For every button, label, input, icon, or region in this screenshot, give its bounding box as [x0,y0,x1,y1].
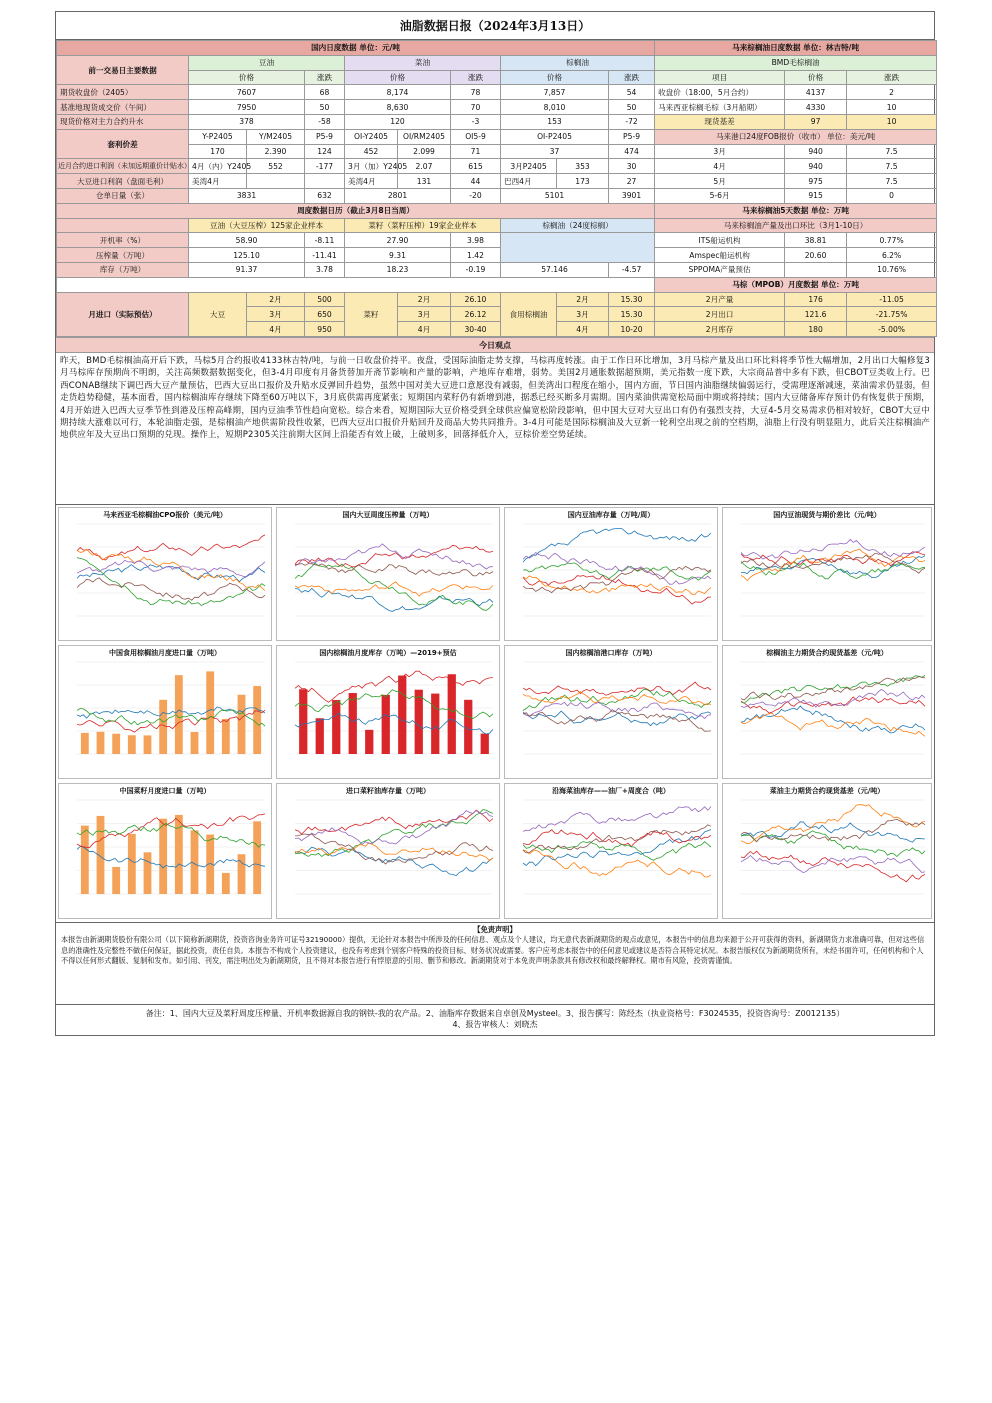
bar [97,732,105,754]
cell: 1.42 [451,248,501,263]
chart-6 [276,645,500,779]
chart-plot [723,784,931,918]
chart-2 [276,507,500,641]
cell: 124 [305,144,345,159]
rape-header: 菜油 [345,55,501,70]
chart-12 [722,783,932,919]
cell: 131 [398,174,451,189]
bar [349,693,357,754]
cell: 632 [305,188,345,203]
malaysia-sub: 马来棕榈油产量及出口环比（3月1-10日） [655,218,937,233]
row-operating [57,233,937,248]
series-line [77,558,265,606]
bar [365,730,373,754]
cell: 30 [609,159,655,174]
row-warehouse [57,188,937,203]
cell: Y-P2405 [189,129,247,144]
cell: 8,010 [501,100,609,115]
chart-title: 马来西亚毛棕榈油CPO报价（美元/吨） [103,510,227,519]
bar [253,686,261,754]
cell: P5-9 [305,129,345,144]
cell: 4330 [785,100,847,115]
bar [382,695,390,754]
cell: 170 [189,144,247,159]
malaysia-5day-header: 马来棕榈油5天数据 单位：万吨 [655,203,937,218]
cell: 4月 [557,322,609,337]
cell: 7950 [189,100,305,115]
cell: -20 [451,188,501,203]
cell: 大豆进口利润（盘面毛利） [57,174,189,189]
cell: 58.90 [189,233,305,248]
cell: 3月 [557,307,609,322]
chart-plot [277,646,499,778]
cell: 2 [847,85,937,100]
cell: 552 [247,159,305,174]
chart-title: 国内棕榈油港口库存（万吨） [565,648,657,657]
series-line [741,552,925,566]
bar [112,867,120,894]
chart-11 [504,783,718,919]
cell: 120 [345,114,451,129]
chart-plot [723,508,931,640]
row-crush [57,248,937,263]
cell: 2月库存 [655,322,785,337]
series-line [523,825,711,853]
cell: 71 [451,144,501,159]
chart-title: 棕榈油主力期货合约现货基差（元/吨） [766,648,888,657]
bmd-price-h: 价格 [785,70,847,85]
bar [415,690,423,754]
bar [253,821,261,894]
cell: 180 [785,322,847,337]
chart-plot [505,784,717,918]
series-line [77,578,265,600]
cell: 2.390 [247,144,305,159]
cell: 马来西亚棕榈毛棕（3月船期） [655,100,785,115]
chart-plot [59,646,271,778]
cell: 18.23 [345,262,451,277]
soy-price-h: 价格 [189,70,305,85]
cell: OI-Y2405 [345,129,398,144]
series-line [295,810,493,844]
cell: 9.31 [345,248,451,263]
cell: 10-20 [609,322,655,337]
note-line-1: 备注：1、国内大豆及菜籽周度压榨量、开机率数据源自我的钢铁-我的农产品。2、油脂库存数据来自卓创及Mysteel。3、报告撰写：陈经杰（执业资格号：F3024535，投资咨询号：Z0012135） [145,1008,845,1018]
chart-9 [58,783,272,919]
cell: 10.76% [847,262,937,277]
series-line [295,690,493,719]
note-line-2: 4、报告审核人：刘晓杰 [452,1019,538,1029]
chart-3 [504,507,718,641]
bar [332,700,340,754]
soy-header: 豆油 [189,55,345,70]
bmd-item-h: 项目 [655,70,785,85]
series-line [77,823,265,847]
view-title: 今日观点 [56,337,934,353]
cell: 15.30 [609,292,655,307]
cell: 2月产量 [655,292,785,307]
cell: 2801 [345,188,451,203]
cell: OI-P2405 [501,129,609,144]
malaysia-header: 马来棕榈油日度数据 单位：林吉特/吨 [655,41,937,56]
disclaimer-text: 本报告由新湖期货股份有限公司（以下简称新湖期货，投资咨询业务许可证号32190000）提供，无论针对本报告中所涉及的任何信息、观点及个人建议，均无意代表新湖期货的观点或意见，本报告中的信息均来源于公开可获得的资料，新湖期货力求准确可靠，但对这些信息的准确性及完整性不做任何保证，据此投资，责任自负。本报告不构成个人投资建议，也没有考虑到个别客户特殊的投资目标、财务状况或需要。客户应考虑本报告中的任何意见或建议是否符合其特定状况。本报告版权仅为新湖期货所有，未经书面许可，任何机构和个人不得以任何形式翻版、复制和发布。如引用、刊发，需注明出处为新湖期货，且不得对本报告进行有悖原意的引用、删节和修改。新湖期货对于本免责声明条款具有修改权和最终解释权。期市有风险，投资需谨慎。 [61,935,925,966]
palm-header: 棕榈油 [501,55,655,70]
cell: 915 [785,188,847,203]
bar [222,719,230,754]
chart-5 [58,645,272,779]
cell: 975 [785,174,847,189]
cell: -72 [609,114,655,129]
domestic-header: 国内日度数据 单位：元/吨 [57,41,655,56]
series-line [741,675,925,703]
cell: 10 [847,100,937,115]
bar [128,735,136,754]
cell: 474 [609,144,655,159]
bar [464,700,472,754]
cell: 44 [451,174,501,189]
cell: 452 [345,144,398,159]
series-line [523,682,711,695]
cell: 38.81 [785,233,847,248]
cell: 3月 [247,307,305,322]
bar [316,718,324,754]
mpob-header: 马棕（MPOB）月度数据 单位：万吨 [655,277,937,292]
series-line [741,689,925,707]
series-line [295,843,493,861]
cell: 78 [451,85,501,100]
cell: 2.07 [398,159,451,174]
cell: 7.5 [847,174,937,189]
bar [175,815,183,894]
cell: 2.099 [398,144,451,159]
cell: 3月（加）Y2405 [345,159,398,174]
cell: -11.05 [847,292,937,307]
chart-4 [722,507,932,641]
cell: 4月 [247,322,305,337]
chart-title: 中国食用棕榈油月度进口量（万吨） [109,648,221,657]
chart-plot [723,646,931,778]
palm-import-label: 食用棕榈油 [501,292,557,336]
cell: 940 [785,144,847,159]
chart-10 [276,783,500,919]
cell: -177 [305,159,345,174]
cell: 353 [557,159,609,174]
cell: 121.6 [785,307,847,322]
cell: 收盘价（18:00，5月合约） [655,85,785,100]
bar [398,675,406,753]
cell: ITS船运机构 [655,233,785,248]
cell: -8.11 [305,233,345,248]
cell: 4月 [655,159,785,174]
cell: 70 [451,100,501,115]
weekly-palm-sub: 棕榈油（24度棕榈） [501,218,655,233]
disclaimer-title: 【免责声明】 [473,924,517,934]
cell: 54 [609,85,655,100]
cell: 3.78 [305,262,345,277]
cell: 650 [305,307,345,322]
series-line [523,841,711,860]
cell: Amspec船运机构 [655,248,785,263]
cell: 0 [847,188,937,203]
cell: 950 [305,322,345,337]
cell: 176 [785,292,847,307]
cell: 美湾4月 [189,174,247,189]
cell: 4月 [398,322,451,337]
cell: 3.98 [451,233,501,248]
cell: 615 [451,159,501,174]
cell: 940 [785,159,847,174]
cell: 7,857 [501,85,609,100]
daily-table [56,40,937,337]
cell: 50 [305,100,345,115]
cell: 3901 [609,188,655,203]
monthly-label: 月进口（实际预估） [57,292,189,336]
cell: 5-6月 [655,188,785,203]
bar [481,734,489,754]
chart-title: 国内大豆周度压榨量（万吨） [342,510,434,519]
chart-8 [722,645,932,779]
cell: 97 [785,114,847,129]
cell: 125.10 [189,248,305,263]
cell: 7607 [189,85,305,100]
bar [448,674,456,754]
cell: 0.77% [847,233,937,248]
row-soy-import [57,174,937,189]
cell: 现货价格对主力合约升水 [57,114,189,129]
cell: -5.00% [847,322,937,337]
cell: 20.60 [785,248,847,263]
cell: 6.2% [847,248,937,263]
series-line [523,850,711,877]
cell: -0.19 [451,262,501,277]
series-line [523,575,711,604]
cell: 50 [609,100,655,115]
chart-plot [505,508,717,640]
cell: SPPOMA产量预估 [655,262,785,277]
bar [222,873,230,894]
bmd-header: BMD毛棕榈油 [655,55,937,70]
cell: 开机率（%） [57,233,189,248]
cell: 美湾4月 [345,174,398,189]
chart-plot [505,646,717,778]
cell: 7.5 [847,144,937,159]
blank [57,218,189,233]
series-line [741,556,925,578]
cell: 27 [609,174,655,189]
cell: 期货收盘价（2405） [57,85,189,100]
cell: 仓单日量（张） [57,188,189,203]
cell: 8,630 [345,100,451,115]
rape-price-h: 价格 [345,70,451,85]
cell: 68 [305,85,345,100]
cell: 3月 [398,307,451,322]
cell: 7.5 [847,159,937,174]
row-basis [57,114,937,129]
cell: 15.30 [609,307,655,322]
series-line [295,588,493,611]
cell: 91.37 [189,262,305,277]
cell: OI/RM2405 [398,129,451,144]
bar [144,735,152,754]
cell [305,174,345,189]
cell: 57.146 [501,262,609,277]
blank [57,277,655,292]
soy-chg-h: 涨跌 [305,70,345,85]
bar [81,826,89,894]
bar [159,819,167,894]
bmd-chg-h: 涨跌 [847,70,937,85]
rapeseed-label: 菜籽 [345,292,398,336]
palm-chg-h: 涨跌 [609,70,655,85]
palm-price-h: 价格 [501,70,609,85]
series-line [523,711,711,726]
prev-day-label: 前一交易日主要数据 [57,55,189,85]
series-line [523,576,711,595]
bar [191,732,199,754]
bar [238,695,246,754]
bar [112,734,120,754]
chart-grid [56,505,934,923]
bar [299,689,307,754]
cell: 近月合约进口利润（未加远期重价计贴水） [57,159,189,174]
series-line [523,710,711,732]
chart-title: 国内豆油库存量（万吨/周） [567,510,655,519]
cell: 10 [847,114,937,129]
cell: 153 [501,114,609,129]
series-line [523,529,711,563]
series-line [77,707,265,718]
view-text: 昨天，BMD毛棕榈油高开后下跌，马棕5月合约报收4133林吉特/吨，与前一日收盘价持平。夜盘，受国际油脂走势支撑，马棕再度转涨。由于工作日环比增加，3月马棕产量及出口环比料将季节性大幅增加，2月出口大幅修复3月马棕库存预期尚不明朗，关注高频数据数据变化，但3-4月印度有月备货替加开斋节影响和产量的影响，产地库存难增，弱势。美国2月通胀数据超预期，美元指数一度下跌，大宗商品普中多有下跌，但CBOT豆类收上行。巴西CONAB继续下调巴西大豆产量预估，巴西大豆出口报价及升贴水反弹回升趋势，虽然中国对美大豆进口意愿没有减弱，但美湾出口程度在缩小，国内方面，节日国内油脂继续偏弱运行，受需理逐渐减速，菜油需求仍显弱，但走货趋势稳健，基本面看，国内棕榈油库存继续下降至60万吨以下，3月底供需再度紧张；短期国内菜籽仍有新增到港，据悉已经买断多月需期。国内菜油供需宽松局面中期或将持续；国内大豆储备库存预计仍有恢复供于预期，4月开始进入巴西大豆季节性到港及压榨高峰期，国内豆油季节性趋向宽松。综合来看，短期国际大豆价格受到全球供应偏宽松阶段影响，但中国大豆对大豆出口有仍有强烈支持，大豆4-5月交易需求仍相对较好，CBOT大豆中期持续大涨难以可行，本轮油脂走强，是棕榈油产地供需阶段性收紧，巴西大豆出口报价升贴回升及商品大势共同推升。3-4月可能是国际棕榈油及大豆新一轮利空出现之前的空档期，油脂上行没有明显阻力，此后关注棕榈油产地供应年及大豆出口预期的兑现。操作上，短期P2305关注前期大区间上沿能否有效上破，上破则多，回落择低介入，豆棕价差空势延续。 [56,353,934,505]
cell [247,174,305,189]
cell: 马来港口24度FOB报价（收市） 单位：美元/吨 [655,129,937,144]
cell: 4月（内）Y2405 [189,159,247,174]
cell: OI5-9 [451,129,501,144]
weekly-rape-sub: 菜籽（菜籽压榨）19家企业样本 [345,218,501,233]
row-spread-v [57,144,937,159]
cell: 30-40 [451,322,501,337]
cell: 37 [501,144,609,159]
row-spot [57,100,937,115]
notes [56,1005,934,1035]
report-sheet [55,11,935,1036]
row-import-profit [57,159,937,174]
chart-title: 菜油主力期货合约现货基差（元/吨） [769,786,885,795]
cell: -11.41 [305,248,345,263]
cell: P5-9 [609,129,655,144]
cell: 26.10 [451,292,501,307]
cell: 2月 [247,292,305,307]
cell: 26.12 [451,307,501,322]
cell: 基准地现货成交价（午间） [57,100,189,115]
chart-1 [58,507,272,641]
series-line [77,846,265,867]
cell: 3831 [189,188,305,203]
soybean-label: 大豆 [189,292,247,336]
cell: -58 [305,114,345,129]
bar [128,834,136,894]
cell: -3 [451,114,501,129]
cell: 库存（万吨） [57,262,189,277]
series-line [741,822,925,842]
cell: 2月 [398,292,451,307]
cell: 2月出口 [655,307,785,322]
chart-plot [277,508,499,640]
cell [785,262,847,277]
chart-title: 中国菜籽月度进口量（万吨） [119,786,211,795]
cell: 3月 [655,144,785,159]
bar [97,816,105,894]
cell: 3月P2405 [501,159,557,174]
cell: 378 [189,114,305,129]
cell: 173 [557,174,609,189]
chart-title: 国内棕榈油月度库存（万吨）—2019+预估 [319,648,457,657]
cell: 巴西4月 [501,174,557,189]
cell: 压榨量（万吨） [57,248,189,263]
bar [81,733,89,754]
chart-plot [59,784,271,918]
series-line [741,706,925,733]
bar [144,852,152,894]
cell: -4.57 [609,262,655,277]
cell: -21.75% [847,307,937,322]
series-line [295,671,493,702]
chart-title: 沿海菜油库存——油厂+周度合（吨） [552,786,670,795]
row-month1 [57,292,937,307]
row-futures [57,85,937,100]
report-title: 油脂数据日报（2024年3月13日） [56,12,934,40]
cell: 8,174 [345,85,451,100]
series-line [741,831,925,857]
chart-title: 进口菜籽油库存量（万吨） [346,786,430,795]
cell: 500 [305,292,345,307]
chart-plot [277,784,499,918]
series-line [523,806,711,831]
bar [206,671,214,754]
chart-plot [59,508,271,640]
cell: Y/M2405 [247,129,305,144]
blank [501,233,655,263]
disclaimer [56,923,934,1005]
chart-title: 国内豆油现货与期价差比（元/吨） [773,510,881,519]
cell: 5101 [501,188,609,203]
cell: 4137 [785,85,847,100]
series-line [295,545,493,567]
cell: 2月 [557,292,609,307]
weekly-header: 周度数据日历（截止3月8日当周） [57,203,655,218]
cell: 27.90 [345,233,451,248]
weekly-soy-sub: 豆油（大豆压榨）125家企业样本 [189,218,345,233]
row-stock [57,262,937,277]
chart-7 [504,645,718,779]
cell: 套利价差 [57,129,189,159]
rape-chg-h: 涨跌 [451,70,501,85]
row-spread-h [57,129,937,144]
series-line [741,549,925,581]
bar [431,694,439,754]
series-line [741,855,925,872]
cell: 5月 [655,174,785,189]
series-line [77,535,265,560]
cell: 现货基差 [655,114,785,129]
